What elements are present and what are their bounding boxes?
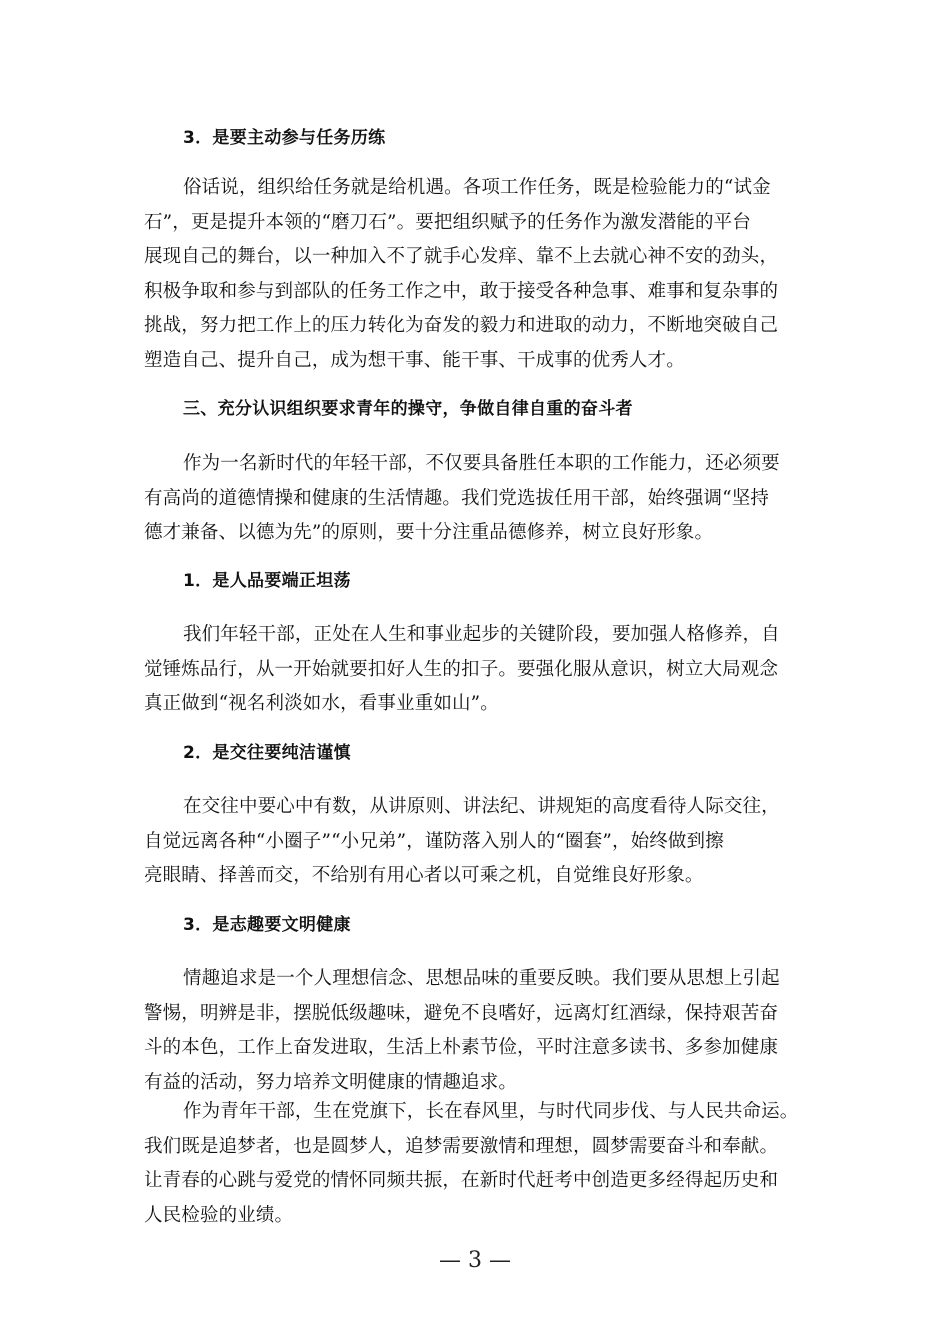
paragraph-conclusion — [144, 1100, 824, 1238]
paragraph-line: 情趣追求是一个人理想信念、思想品味的重要反映。我们要从思想上引起 — [183, 968, 780, 989]
paragraph-relationships — [144, 795, 824, 899]
paragraph-line: 作为一名新时代的年轻干部，不仅要具备胜任本职的工作能力，还必须要 — [183, 453, 780, 474]
paragraph-line: 作为青年干部，生在党旗下，长在春风里，与时代同步伐、与人民共命运。 — [183, 1101, 799, 1122]
paragraph-line: 自觉远离各种“小圈子”“小兄弟”，谨防落入别人的“圈套”，始终做到擦 — [144, 830, 724, 852]
paragraph-line: 俗话说，组织给任务就是给机遇。各项工作任务，既是检验能力的“试金 — [183, 177, 771, 198]
page-number: — 3 — — [439, 1248, 511, 1273]
paragraph-line: 真正做到“视名利淡如水，看事业重如山”。 — [144, 693, 499, 714]
paragraph-line: 觉锤炼品行，从一开始就要扣好人生的扣子。要强化服从意识，树立大局观念 — [144, 658, 779, 680]
paragraph-line: 人民检验的业绩。 — [144, 1204, 294, 1226]
paragraph-line: 让青春的心跳与爱党的情怀同频共振，在新时代赶考中创造更多经得起历史和 — [144, 1170, 779, 1191]
paragraph-line: 我们既是追梦者，也是圆梦人，追梦需要激情和理想，圆梦需要奋斗和奉献。 — [144, 1135, 779, 1157]
paragraph-line: 警惕，明辨是非，摆脱低级趣味，避免不良嗜好，远离灯红酒绿，保持艰苦奋 — [144, 1002, 779, 1024]
section-heading-integrity: 三、充分认识组织要求青年的操守，争做自律自重的奋斗者 — [183, 399, 633, 419]
paragraph-line: 塑造自己、提升自己，成为想干事、能干事、干成事的优秀人才。 — [144, 349, 685, 371]
paragraph-character — [144, 623, 824, 727]
paragraph-line: 在交往中要心中有数，从讲原则、讲法纪、讲规矩的高度看待人际交往， — [183, 796, 780, 817]
paragraph-line: 石”，更是提升本领的“磨刀石”。要把组织赋予的任务作为激发潜能的平台 — [144, 211, 751, 233]
paragraph-interests — [144, 967, 824, 1105]
subsection-heading-interests: 3．是志趣要文明健康 — [183, 915, 351, 935]
paragraph-line: 斗的本色，工作上奋发进取，生活上朴素节俭，平时注意多读书、多参加健康 — [144, 1037, 779, 1058]
subsection-heading-task-training: 3．是要主动参与任务历练 — [183, 128, 386, 148]
paragraph-line: 挑战，努力把工作上的压力转化为奋发的毅力和进取的动力，不断地突破自己 — [144, 315, 779, 336]
paragraph-line: 德才兼备、以德为先”的原则，要十分注重品德修养，树立良好形象。 — [144, 522, 714, 543]
subsection-heading-character: 1．是人品要端正坦荡 — [183, 571, 351, 591]
paragraph-line: 有高尚的道德情操和健康的生活情趣。我们党选拔任用干部，始终强调“坚持 — [144, 487, 770, 509]
paragraph-line: 积极争取和参与到部队的任务工作之中，敢于接受各种急事、难事和复杂事的 — [144, 280, 779, 302]
paragraph-line: 有益的活动，努力培养文明健康的情趣追求。 — [144, 1071, 518, 1093]
paragraph-task-opportunity — [144, 176, 824, 383]
paragraph-line: 展现自己的舞台，以一种加入不了就手心发痒、靠不上去就心神不安的劲头， — [144, 246, 779, 267]
paragraph-moral-standards — [144, 452, 824, 556]
subsection-heading-relationships: 2．是交往要纯洁谨慎 — [183, 743, 351, 763]
paragraph-line: 我们年轻干部，正处在人生和事业起步的关键阶段，要加强人格修养，自 — [183, 624, 780, 645]
paragraph-line: 亮眼睛、择善而交，不给别有用心者以可乘之机，自觉维良好形象。 — [144, 865, 704, 886]
